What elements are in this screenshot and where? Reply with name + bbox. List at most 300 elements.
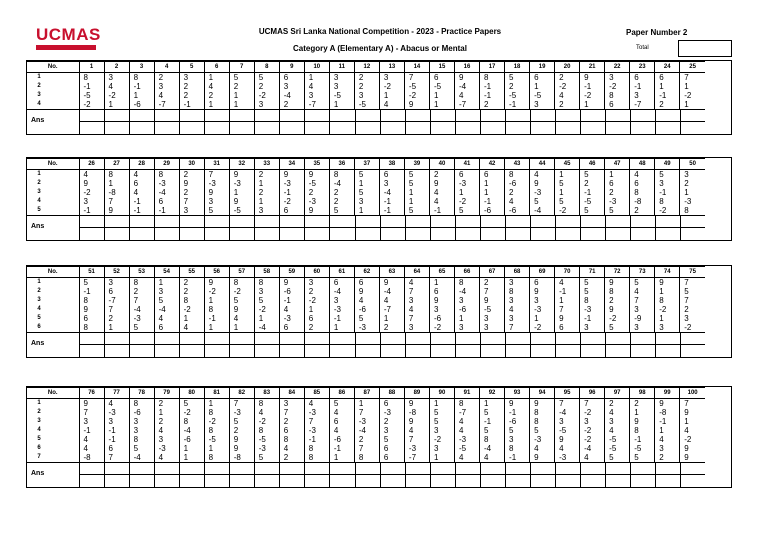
value-cell: 4 [655,435,680,444]
answer-box[interactable] [405,463,430,487]
answer-box[interactable] [505,110,530,134]
value-cell: -4 [279,91,304,100]
answer-box[interactable] [380,110,405,134]
value-cell: -4 [329,287,354,296]
value-cell: -5 [580,197,605,206]
value-cell: 4 [304,82,329,91]
value-cell: 1 [304,73,329,83]
answer-box[interactable] [680,333,705,357]
answer-box[interactable] [179,110,204,134]
answer-box[interactable] [304,110,329,134]
value-row [27,296,705,305]
value-cell: 6 [279,206,304,216]
value-cell: 4 [605,408,630,417]
answer-box[interactable] [204,463,229,487]
value-cell: -4 [480,444,505,453]
value-cell: 5 [530,197,555,206]
answer-cells [79,110,705,134]
answer-box[interactable] [630,463,655,487]
question-number: 50 [680,159,705,170]
value-cell: 5 [505,426,530,435]
value-cell: 4 [505,197,530,206]
answer-box[interactable] [129,463,154,487]
question-number-row [27,388,705,399]
value-cell: 9 [655,278,680,288]
answer-box[interactable] [104,216,129,240]
answer-box[interactable] [329,463,354,487]
answer-box[interactable] [129,110,154,134]
answer-box[interactable] [505,333,530,357]
answer-box[interactable] [430,216,455,240]
value-cell: -1 [279,188,304,197]
value-cell: 7 [404,287,429,296]
value-cell: 3 [104,417,129,426]
answer-box[interactable] [204,110,229,134]
value-cell: -6 [505,179,530,188]
question-number: 56 [204,267,229,278]
value-cell: -2 [179,408,204,417]
answer-box[interactable] [605,463,630,487]
value-cell: 9 [530,453,555,463]
value-cell: 1 [429,100,454,110]
value-cell: 3 [580,323,605,333]
answer-box[interactable] [104,463,129,487]
value-cell: 8 [480,73,505,83]
value-cell: 4 [530,444,555,453]
value-cell: 6 [630,179,655,188]
answer-box[interactable] [480,110,505,134]
answer-box[interactable] [179,333,204,357]
value-cell: 3 [104,278,129,288]
value-cell: -7 [454,408,479,417]
answer-box[interactable] [580,110,605,134]
answer-box[interactable] [104,110,129,134]
value-cell: 1 [680,100,705,110]
question-grid [27,61,705,110]
value-cell: -5 [304,179,329,188]
value-cell: -6 [505,417,530,426]
value-cell: 8 [204,453,229,463]
answer-box[interactable] [229,216,254,240]
value-cell: 2 [154,73,179,83]
question-number: 63 [379,267,404,278]
answer-row [27,216,731,240]
value-cell: 2 [304,188,329,197]
answer-box[interactable] [304,333,329,357]
answer-box[interactable] [505,463,530,487]
value-cell: -3 [279,314,304,323]
value-cell: 3 [605,73,630,83]
value-cell: 9 [354,287,379,296]
value-cell: 6 [530,278,555,288]
question-number: 40 [429,159,454,170]
answer-box[interactable] [380,333,405,357]
value-cell: -2 [530,323,555,333]
answer-box[interactable] [655,463,680,487]
row-spacer [51,314,79,323]
value-cell: 6 [304,314,329,323]
answer-box[interactable] [605,216,630,240]
answer-box[interactable] [680,216,705,240]
value-cell: 9 [304,206,329,216]
value-cell: 2 [304,323,329,333]
value-cell: -3 [530,435,555,444]
answer-box[interactable] [555,463,580,487]
value-cell: -1 [329,314,354,323]
value-cell: 7 [104,453,129,463]
question-number: 28 [129,159,154,170]
value-cell: 1 [530,314,555,323]
value-cell: 4 [630,287,655,296]
answer-box[interactable] [530,110,555,134]
answer-box[interactable] [329,110,354,134]
value-cell: 5 [229,417,254,426]
answer-box[interactable] [204,333,229,357]
value-cell: -2 [580,426,605,435]
answer-box[interactable] [555,110,580,134]
answer-box[interactable] [79,463,104,487]
answer-box[interactable] [254,333,279,357]
value-cell: 2 [254,82,279,91]
answer-box[interactable] [380,216,405,240]
answer-box[interactable] [355,333,380,357]
value-cell: 9 [680,444,705,453]
value-cell: 2 [630,206,655,216]
value-cell: 8 [605,287,630,296]
value-cell: -4 [530,206,555,216]
answer-box[interactable] [455,110,480,134]
value-cell: -3 [354,417,379,426]
value-cell: -4 [580,444,605,453]
answer-box[interactable] [279,463,304,487]
value-cell: 4 [580,453,605,463]
value-cell: 1 [580,100,605,110]
ucmas-logo [36,25,101,50]
answer-box[interactable] [655,110,680,134]
answer-box[interactable] [154,110,179,134]
value-cell: 4 [79,170,104,180]
value-cell: 1 [680,417,705,426]
value-cell: 2 [605,399,630,409]
row-number: 2 [37,83,41,89]
answer-box[interactable] [405,110,430,134]
value-cell: -5 [630,444,655,453]
value-cell: -1 [505,408,530,417]
value-cell: 8 [454,399,479,409]
question-number: 13 [379,62,404,73]
value-cell: 4 [154,453,179,463]
value-cell: 1 [480,188,505,197]
value-cell: 5 [354,170,379,180]
total-box[interactable] [678,40,732,57]
value-cell: 7 [404,314,429,323]
value-cell: 6 [279,323,304,333]
question-number: 71 [580,267,605,278]
value-cell: 5 [229,296,254,305]
question-number: 10 [304,62,329,73]
value-cell: 8 [304,444,329,453]
row-number: 4 [27,100,51,110]
value-cell: 2 [254,188,279,197]
question-number: 83 [254,388,279,399]
value-cell: 1 [555,296,580,305]
question-number: 29 [154,159,179,170]
value-cell: 7 [404,73,429,83]
value-cell: 6 [279,73,304,83]
value-cell: 5 [555,179,580,188]
answer-box[interactable] [154,463,179,487]
value-cell: 3 [329,296,354,305]
question-number: 84 [279,388,304,399]
value-cell: -1 [655,91,680,100]
question-number: 95 [555,388,580,399]
question-number: 42 [480,159,505,170]
answer-box[interactable] [430,463,455,487]
question-number-row [27,267,705,278]
value-cell: 8 [580,296,605,305]
question-number: 36 [329,159,354,170]
answer-box[interactable] [154,216,179,240]
answer-box[interactable] [154,333,179,357]
answer-box[interactable] [229,333,254,357]
value-cell: 9 [680,453,705,463]
value-cell: 2 [179,82,204,91]
answer-box[interactable] [480,463,505,487]
question-number: 60 [304,267,329,278]
value-cell: -2 [429,435,454,444]
value-cell: 2 [505,188,530,197]
value-cell: -2 [680,435,705,444]
answer-box[interactable] [455,333,480,357]
answer-box[interactable] [530,216,555,240]
value-cell: 1 [329,323,354,333]
question-number: 86 [329,388,354,399]
value-cell: -6 [279,287,304,296]
answer-box[interactable] [79,216,104,240]
value-cell: 5 [655,170,680,180]
value-cell: 6 [379,453,404,463]
value-cell: -3 [154,444,179,453]
value-cell: 5 [454,206,479,216]
question-number: 44 [530,159,555,170]
answer-label: Ans [31,340,45,347]
value-cell: 4 [79,435,104,444]
row-number: 4 [37,306,41,312]
value-cell: 6 [630,73,655,83]
answer-box[interactable] [630,333,655,357]
value-cell: -2 [605,314,630,323]
question-number: 93 [505,388,530,399]
value-cell: 4 [454,417,479,426]
answer-box[interactable] [580,333,605,357]
value-cell: -2 [379,82,404,91]
value-cell: 1 [605,170,630,180]
value-cell: -5 [329,91,354,100]
value-cell: 3 [404,323,429,333]
value-cell: 3 [655,323,680,333]
value-cell: 7 [229,399,254,409]
value-cell: 2 [630,399,655,409]
value-cell: 3 [154,82,179,91]
value-cell: -3 [304,426,329,435]
value-cell: 4 [204,82,229,91]
answer-box[interactable] [254,216,279,240]
question-grid [27,266,705,333]
value-cell: 3 [680,314,705,323]
answer-box[interactable] [480,333,505,357]
answer-box[interactable] [605,333,630,357]
question-number: 41 [454,159,479,170]
answer-box[interactable] [204,216,229,240]
question-number: 1 [79,62,104,73]
question-number: 75 [680,267,705,278]
answer-box[interactable] [405,216,430,240]
value-cell: 1 [229,323,254,333]
answer-box[interactable] [355,463,380,487]
answer-box[interactable] [555,333,580,357]
answer-box[interactable] [355,110,380,134]
answer-box[interactable] [580,216,605,240]
question-number: 49 [655,159,680,170]
value-cell: 4 [404,278,429,288]
answer-box[interactable] [229,463,254,487]
row-number: 5 [37,436,41,442]
value-cell: 3 [530,100,555,110]
value-cell: 3 [254,100,279,110]
value-row [27,426,705,435]
value-cell: -2 [680,91,705,100]
row-number: 1 [37,171,41,177]
answer-box[interactable] [680,463,705,487]
answer-box[interactable] [480,216,505,240]
value-cell: -1 [204,314,229,323]
value-cell: 4 [505,305,530,314]
answer-box[interactable] [79,333,104,357]
answer-box[interactable] [430,110,455,134]
answer-box[interactable] [329,333,354,357]
value-cell: 2 [379,417,404,426]
value-cell: 3 [254,287,279,296]
question-number: 79 [154,388,179,399]
value-cell: -3 [154,179,179,188]
answer-box[interactable] [455,463,480,487]
answer-box[interactable] [304,216,329,240]
answer-box[interactable] [279,333,304,357]
answer-box[interactable] [229,110,254,134]
question-number: 9 [279,62,304,73]
value-cell: 6 [379,399,404,409]
value-cell: 1 [429,453,454,463]
question-number: 12 [354,62,379,73]
question-number: 7 [229,62,254,73]
value-cell: 2 [354,435,379,444]
answer-box[interactable] [279,216,304,240]
question-number: 46 [580,159,605,170]
value-cell: -4 [379,287,404,296]
answer-box[interactable] [279,110,304,134]
value-cell: 4 [154,426,179,435]
value-cell: -1 [480,197,505,206]
answer-box[interactable] [530,463,555,487]
question-number: 39 [404,159,429,170]
question-number: 57 [229,267,254,278]
value-cell: 4 [104,399,129,409]
answer-box[interactable] [680,110,705,134]
value-cell: 6 [154,323,179,333]
value-cell: 9 [454,73,479,83]
answer-box[interactable] [505,216,530,240]
value-row [27,188,705,197]
answer-box[interactable] [455,216,480,240]
answer-box[interactable] [129,333,154,357]
row-number: 2 [37,180,41,186]
answer-box[interactable] [380,463,405,487]
answer-box[interactable] [355,216,380,240]
value-cell: -4 [329,179,354,188]
value-cell: 3 [279,82,304,91]
answer-box[interactable] [580,463,605,487]
value-cell: 3 [379,73,404,83]
row-spacer [51,91,79,100]
question-number: 48 [630,159,655,170]
answer-box[interactable] [630,216,655,240]
value-cell: 1 [680,188,705,197]
answer-box[interactable] [329,216,354,240]
row-number: 3 [37,92,41,98]
value-cell: 1 [104,323,129,333]
value-cell: 9 [179,179,204,188]
question-number: 90 [429,388,454,399]
value-cell: 5 [129,444,154,453]
value-cell: 3 [454,323,479,333]
value-cell: 7 [580,399,605,409]
answer-box[interactable] [555,216,580,240]
answer-box[interactable] [254,463,279,487]
row-spacer [51,296,79,305]
value-cell: 6 [605,179,630,188]
answer-box[interactable] [405,333,430,357]
value-cell: -5 [480,305,505,314]
value-cell: 3 [204,197,229,206]
value-cell: 4 [429,197,454,206]
value-cell: -4 [555,408,580,417]
answer-box[interactable] [79,110,104,134]
answer-box[interactable] [630,110,655,134]
answer-box[interactable] [655,216,680,240]
answer-box[interactable] [530,333,555,357]
value-cell: 7 [680,399,705,409]
value-cell: -6 [505,206,530,216]
value-cell: 5 [680,287,705,296]
answer-box[interactable] [304,463,329,487]
answer-box[interactable] [104,333,129,357]
answer-box[interactable] [605,110,630,134]
answer-box[interactable] [179,216,204,240]
answer-label: Ans [31,117,45,124]
answer-box[interactable] [430,333,455,357]
answer-box[interactable] [655,333,680,357]
value-cell: 9 [229,197,254,206]
question-number: 26 [79,159,104,170]
question-number: 21 [580,62,605,73]
answer-box[interactable] [254,110,279,134]
value-cell: 9 [279,278,304,288]
answer-box[interactable] [129,216,154,240]
value-cell: 4 [304,399,329,409]
value-cell: -5 [204,435,229,444]
question-number: 37 [354,159,379,170]
answer-box[interactable] [179,463,204,487]
